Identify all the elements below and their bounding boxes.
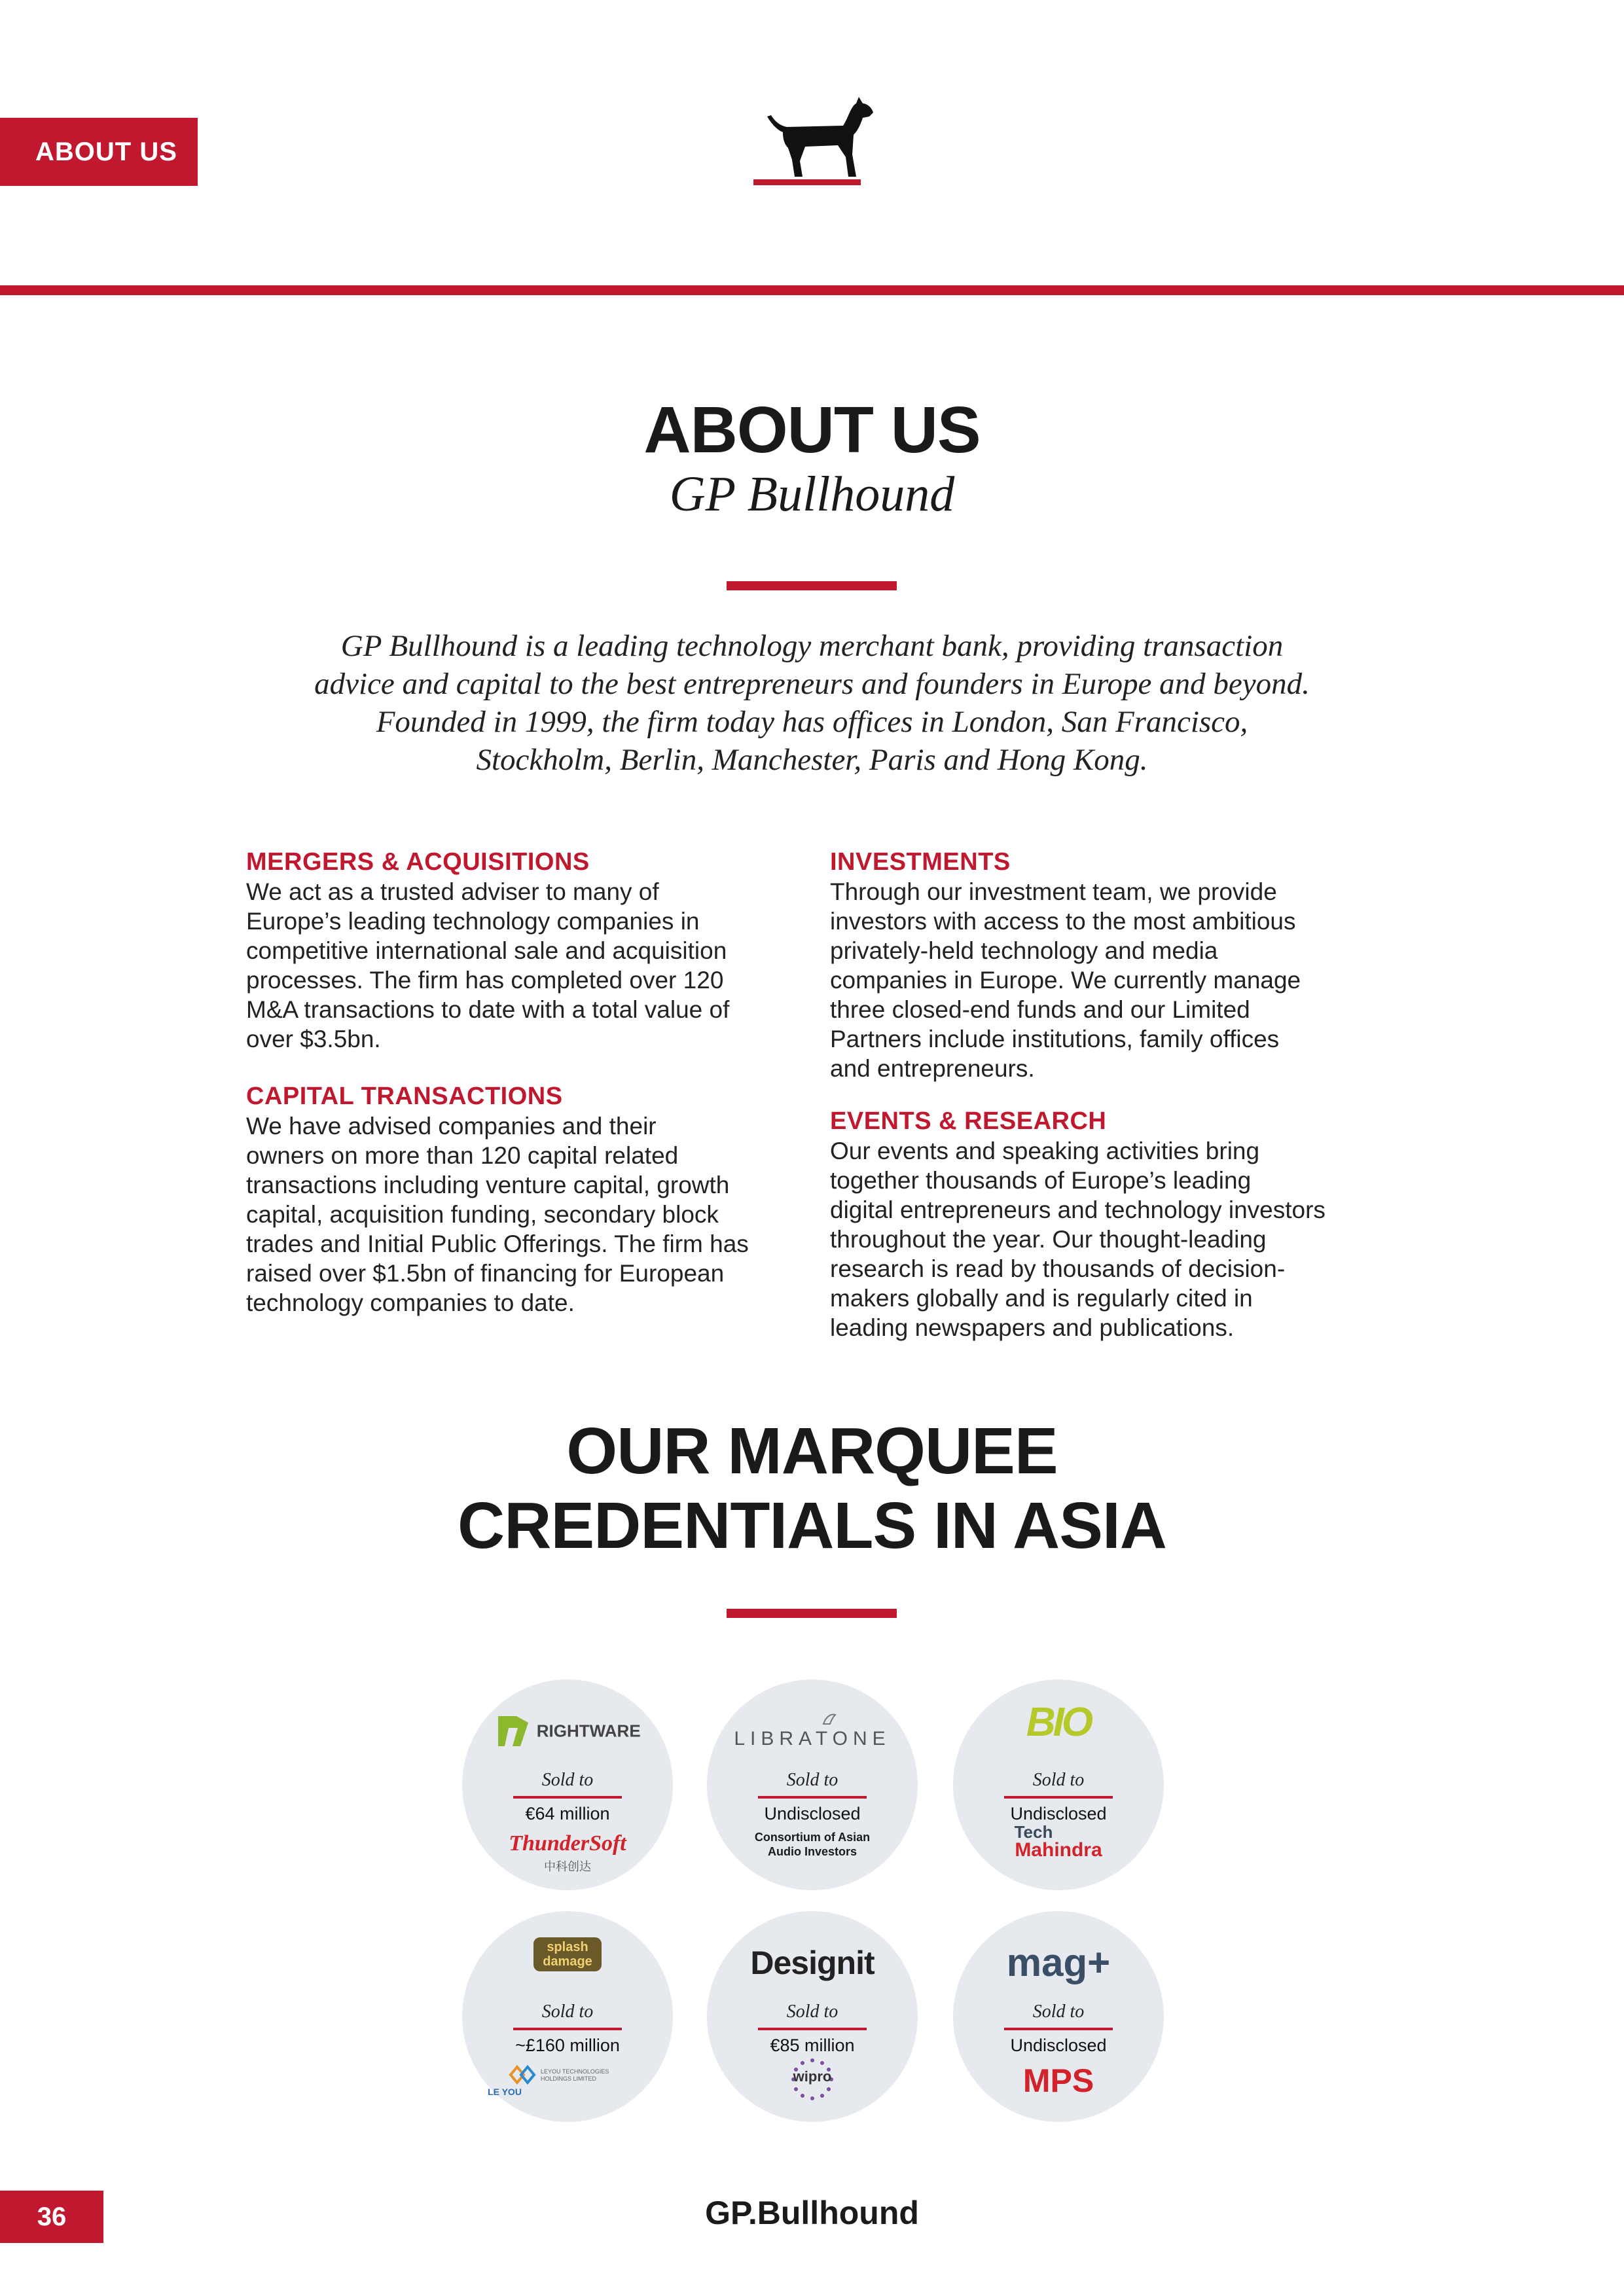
leyou-icon [508,2062,537,2088]
seller-name: mag+ [1006,1941,1111,1984]
body-line: competitive international sale and acquisition [246,937,727,964]
deal-card [462,1911,673,2122]
body-line: transactions including venture capital, growth [246,1172,730,1198]
section-capital-transactions [246,1081,803,1318]
deal-divider [513,2028,622,2030]
body-line: raised over $1.5bn of financing for European [246,1260,725,1287]
buyer-name: LE YOU [488,2087,522,2097]
body-line: together thousands of Europe’s leading [830,1167,1252,1194]
intro-paragraph [223,627,1401,779]
seller-name: BIO [1026,1700,1091,1745]
title-divider [727,581,897,590]
body-line: Our events and speaking activities bring [830,1138,1260,1164]
body-line: owners on more than 120 capital related [246,1142,679,1169]
intro-line: Stockholm, Berlin, Manchester, Paris and Hong Kong. [476,743,1148,777]
section-title: EVENTS & RESEARCH [830,1107,1107,1135]
body-line: three closed-end funds and our Limited [830,996,1250,1023]
buyer-subtitle: 中科创达 [544,1860,591,1873]
seller-name: damage [543,1954,592,1969]
page-title: ABOUT US [643,393,981,467]
header-rule [0,285,1624,295]
bird-icon [707,1710,918,1727]
deal-divider [758,2028,867,2030]
intro-line: Founded in 1999, the firm today has offices in London, San Francisco, [376,705,1248,739]
body-line: processes. The firm has completed over 120 [246,967,724,994]
section-title: MERGERS & ACQUISITIONS [246,848,590,876]
section-title: CAPITAL TRANSACTIONS [246,1083,563,1110]
body-line: over $3.5bn. [246,1026,381,1052]
intro-line: advice and capital to the best entrepreneurs and founders in Europe and beyond. [314,667,1310,701]
body-line: trades and Initial Public Offerings. The firm has [246,1230,749,1257]
body-line: capital, acquisition funding, secondary block [246,1201,719,1228]
body-line: Europe’s leading technology companies in [246,908,700,935]
deal-card [953,1679,1164,1890]
deal-value: Undisclosed [764,1804,861,1823]
deal-value: €85 million [770,2036,855,2055]
sold-to-label: Sold to [541,2001,594,2022]
rightware-icon [494,1713,533,1749]
body-line: and entrepreneurs. [830,1055,1035,1082]
page-subtitle: GP Bullhound [669,467,955,522]
body-line: digital entrepreneurs and technology investors [830,1196,1326,1223]
logo-underline [753,179,861,185]
body-line: We have advised companies and their [246,1113,657,1139]
body-line: Partners include institutions, family offices [830,1026,1280,1052]
deal-divider [513,1796,622,1799]
dog-icon [765,92,876,183]
seller-logo [462,1937,673,1971]
section-title: INVESTMENTS [830,848,1011,876]
section-body [246,877,803,1054]
seller-name: Designit [750,1945,875,1981]
sold-to-label: Sold to [1032,2001,1085,2022]
seller-name-top: splash [547,1940,588,1954]
seller-name: LIBRATONE [734,1728,891,1749]
deal-divider [1004,1796,1113,1799]
credentials-title [0,1414,1624,1563]
credentials-title-line: CREDENTIALS IN ASIA [458,1489,1166,1562]
deal-value: ~£160 million [515,2036,620,2055]
body-line: research is read by thousands of decision- [830,1255,1286,1282]
buyer-name-top: Tech [1014,1822,1053,1842]
section-investments [830,847,1386,1083]
page-number: 36 [0,2191,103,2243]
section-tag: ABOUT US [0,118,198,186]
buyer-name: Consortium of Asian Audio Investors [754,1831,871,1858]
sold-to-label: Sold to [786,1770,839,1790]
credentials-title-line: OUR MARQUEE [566,1414,1058,1488]
deal-value: €64 million [525,1804,610,1823]
body-line: companies in Europe. We currently manage [830,967,1301,994]
body-line: leading newspapers and publications. [830,1314,1235,1341]
deal-card [707,1679,918,1890]
sold-to-label: Sold to [786,2001,839,2022]
buyer-name: Mahindra [1015,1839,1102,1861]
seller-logo [462,1713,673,1749]
buyer-subtitle: LEYOU TECHNOLOGIES HOLDINGS LIMITED [541,2068,609,2082]
deal-divider [1004,2028,1113,2030]
sold-to-label: Sold to [541,1770,594,1790]
deal-value: Undisclosed [1010,1804,1107,1823]
section-events-research [830,1106,1386,1342]
body-line: privately-held technology and media [830,937,1218,964]
intro-line: GP Bullhound is a leading technology merchant bank, providing transaction [340,629,1284,663]
body-line: M&A transactions to date with a total value of [246,996,730,1023]
deal-card [953,1911,1164,2122]
body-line: investors with access to the most ambitious [830,908,1296,935]
deal-card [462,1679,673,1890]
body-line: throughout the year. Our thought-leading [830,1226,1267,1253]
body-line: technology companies to date. [246,1289,575,1316]
sold-to-label: Sold to [1032,1770,1085,1790]
footer-brand: GP.Bullhound [705,2195,919,2231]
seller-name: RIGHTWARE [536,1721,641,1741]
section-body [830,1136,1386,1342]
deal-divider [758,1796,867,1799]
body-line: We act as a trusted adviser to many of [246,878,659,905]
buyer-name: MPS [1022,2062,1094,2099]
section-body [246,1111,803,1318]
body-line: makers globally and is regularly cited in [830,1285,1253,1312]
buyer-name: ThunderSoft [509,1831,626,1856]
deal-card [707,1911,918,2122]
section-mergers-acquisitions [246,847,803,1054]
buyer-name: wipro [793,2068,832,2085]
body-line: Through our investment team, we provide [830,878,1277,905]
section-body [830,877,1386,1083]
deal-value: Undisclosed [1010,2036,1107,2055]
credentials-divider [727,1609,897,1618]
